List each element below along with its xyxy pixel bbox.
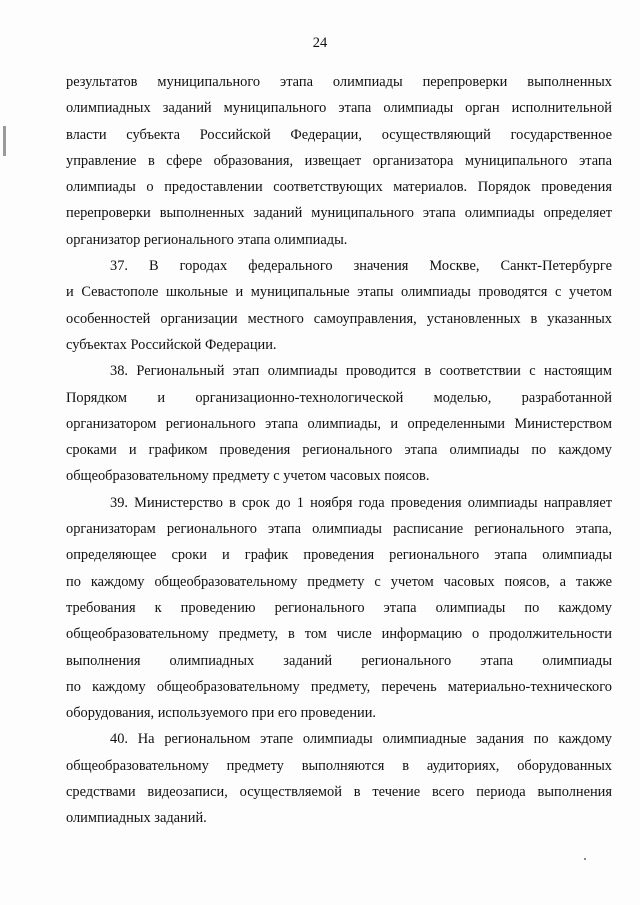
text-line: перепроверки выполненных заданий муниципального этапа олимпиады определяет (66, 205, 612, 222)
text-line: результатов муниципального этапа олимпиады перепроверки выполненных (66, 74, 612, 90)
text-line: организатор регионального этапа олимпиады. (66, 231, 348, 248)
paragraph-37 (66, 253, 612, 358)
text-line: сроками и графиком проведения регионального этапа олимпиады по каждому (66, 442, 612, 459)
text-line: определяющее сроки и график проведения регионального этапа олимпиады (66, 547, 612, 564)
text-line: олимпиадных заданий. (66, 810, 207, 827)
scan-artifact-mark (3, 126, 6, 156)
text-line: средствами видеозаписи, осуществляемой в течение всего периода выполнения (66, 784, 612, 801)
text-line: субъектах Российской Федерации. (66, 336, 277, 353)
document-body (66, 69, 612, 832)
text-line: общеобразовательному предмету выполняются в аудиториях, оборудованных (66, 757, 612, 774)
text-line: 40. На региональном этапе олимпиады олимпиадные задания по каждому (110, 731, 612, 748)
scan-artifact-dot (584, 858, 586, 860)
page-number: 24 (312, 35, 328, 51)
text-line: требования к проведению регионального этапа олимпиады по каждому (66, 599, 612, 616)
text-line: по каждому общеобразовательному предмету с учетом часовых поясов, а также (66, 573, 612, 590)
text-line: выполнения олимпиадных заданий регионального этапа олимпиады (66, 652, 612, 669)
text-line: общеобразовательному предмету, в том числе информацию о продолжительности (66, 626, 612, 643)
paragraph-continuation (66, 69, 612, 253)
text-line: 37. В городах федерального значения Москве, Санкт-Петербурге (110, 258, 612, 275)
text-line: и Севастополе школьные и муниципальные этапы олимпиады проводятся с учетом (66, 284, 612, 301)
text-line: по каждому общеобразовательному предмету, перечень материально-технического (66, 678, 612, 695)
text-line: организатором регионального этапа олимпиады, и определенными Министерством (66, 415, 612, 432)
text-line: общеобразовательному предмету с учетом часовых поясов. (66, 468, 430, 485)
text-line: олимпиады о предоставлении соответствующих материалов. Порядок проведения (66, 179, 612, 196)
paragraph-40 (66, 726, 612, 831)
text-line: 38. Региональный этап олимпиады проводится в соответствии с настоящим (110, 363, 612, 380)
paragraph-39 (66, 490, 612, 727)
text-line: организаторам регионального этапа олимпиады расписание регионального этапа, (66, 521, 612, 538)
text-line: управление в сфере образования, извещает организатора муниципального этапа (66, 152, 612, 169)
text-line: особенностей организации местного самоуправления, установленных в указанных (66, 310, 612, 327)
text-line: оборудования, используемого при его проведении. (66, 705, 377, 722)
text-line: олимпиадных заданий муниципального этапа олимпиады орган исполнительной (66, 100, 612, 117)
text-line: 39. Министерство в срок до 1 ноября года проведения олимпиады направляет (110, 494, 612, 511)
text-line: власти субъекта Российской Федерации, осуществляющий государственное (66, 126, 612, 143)
paragraph-38 (66, 358, 612, 489)
text-line: Порядком и организационно-технологической моделью, разработанной (66, 389, 612, 406)
